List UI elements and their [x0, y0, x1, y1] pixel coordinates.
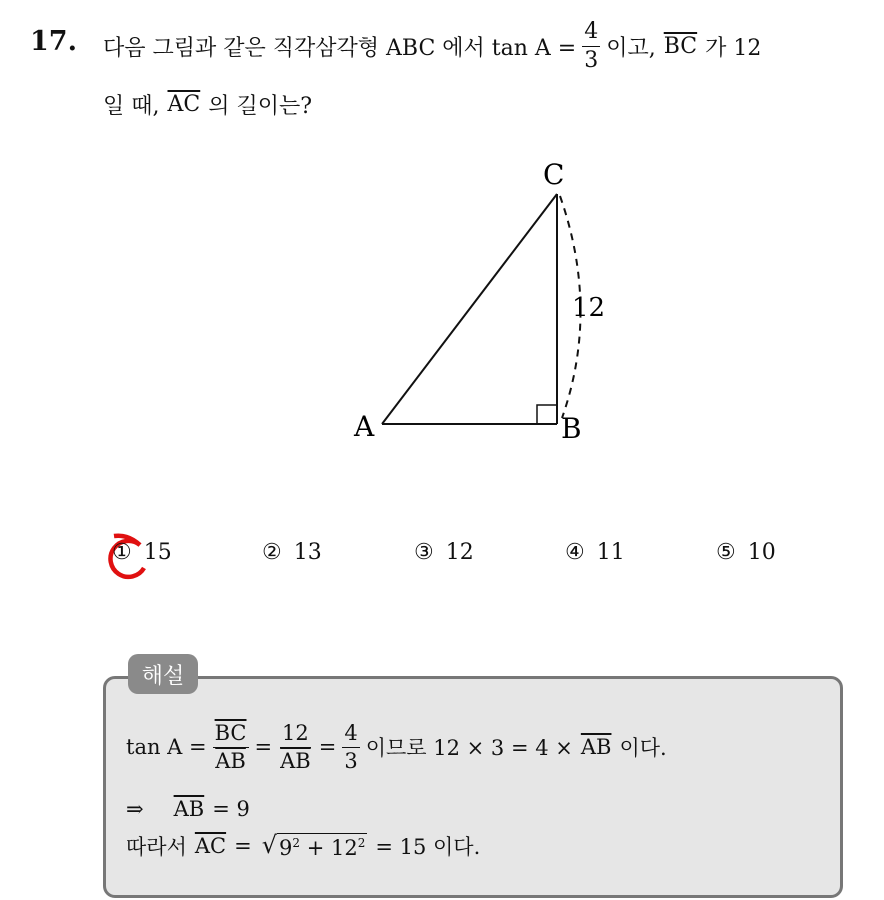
choice-2-value: 13: [293, 540, 322, 565]
segment-ac: $\overline{AC}$: [167, 91, 201, 117]
sol-line-1-end: 이다.: [619, 736, 667, 760]
sol-segment-ab: $\overline{AB}$: [580, 735, 612, 759]
sol-eq-2: =: [318, 735, 337, 759]
solution-tab: 해설: [128, 654, 198, 694]
right-angle-marker: [537, 405, 557, 424]
tan-fraction-denominator: 3: [584, 47, 599, 73]
radicand: [277, 833, 367, 860]
choice-3-mark: ③: [414, 540, 434, 565]
tan-fraction-numerator: 4: [582, 21, 600, 47]
radical-sign: √: [261, 830, 277, 859]
question-text-d: 일 때,: [103, 93, 160, 119]
sol-line-2-ab: $\overline{AB}$: [173, 797, 205, 821]
sol-line-3-eq: =: [234, 834, 252, 858]
label-a: A: [354, 410, 375, 443]
sol-sqrt: [261, 830, 368, 860]
sol-segment-ac: $\overline{AC}$: [194, 834, 227, 858]
choice-2[interactable]: [262, 540, 322, 565]
label-c: C: [543, 158, 565, 191]
choice-5[interactable]: [716, 540, 776, 565]
radicand-plus: + 12: [306, 835, 358, 860]
question-text-c: 가 12: [705, 35, 762, 61]
solution-line-3: [126, 830, 480, 862]
solution-line-2: [126, 794, 250, 824]
sol-fraction-2-num: 12: [280, 723, 311, 748]
sol-fraction-3-num: 4: [342, 723, 359, 748]
side-length-label: 12: [572, 293, 606, 323]
choice-4[interactable]: [565, 540, 625, 565]
solution-line-1: [126, 712, 667, 782]
question-text-e: 의 길이는?: [208, 93, 313, 119]
choice-1-mark: ①: [112, 540, 132, 565]
sol-fraction-1-num: $\overline{BC}$: [213, 723, 249, 748]
choice-5-mark: ⑤: [716, 540, 736, 565]
sol-fraction-3-den: 3: [344, 748, 358, 773]
choice-4-mark: ④: [565, 540, 585, 565]
choice-5-value: 10: [747, 540, 776, 565]
sol-eq-1: =: [254, 735, 273, 759]
side-ac: [382, 194, 557, 424]
choice-1-value: 15: [143, 540, 172, 565]
sol-fraction-2-den: AB: [280, 748, 311, 773]
sol-fraction-2: [278, 720, 313, 773]
sol-tan-label: tan A =: [126, 735, 207, 759]
radicand-exp-1: 2: [292, 835, 301, 850]
sol-line-3-end: = 15 이다.: [375, 835, 481, 859]
question-number: 17.: [30, 26, 77, 57]
sol-line-2-rest: = 9: [212, 797, 250, 821]
radicand-exp-2: 2: [357, 835, 366, 850]
choice-3[interactable]: [414, 540, 474, 565]
segment-bc: $\overline{BC}$: [663, 33, 698, 59]
sol-line-1-mid: 이므로 12 × 3 = 4 ×: [365, 736, 573, 760]
implies-arrow: ⇒: [126, 797, 144, 821]
choice-4-value: 11: [596, 540, 625, 565]
sol-fraction-3: [342, 720, 359, 773]
label-b: B: [561, 412, 582, 445]
choice-1[interactable]: [112, 540, 172, 565]
choice-3-value: 12: [445, 540, 474, 565]
sol-fraction-1-den: AB: [215, 748, 246, 773]
question-text-a: 다음 그림과 같은 직각삼각형 ABC 에서 tan A =: [103, 35, 577, 61]
solution-box: [103, 676, 843, 898]
question-text-b: 이고,: [606, 35, 656, 61]
radicand-base-1: 9: [279, 835, 293, 860]
choice-2-mark: ②: [262, 540, 282, 565]
sol-line-3-a: 따라서: [126, 835, 187, 859]
sol-fraction-1: [213, 720, 249, 773]
